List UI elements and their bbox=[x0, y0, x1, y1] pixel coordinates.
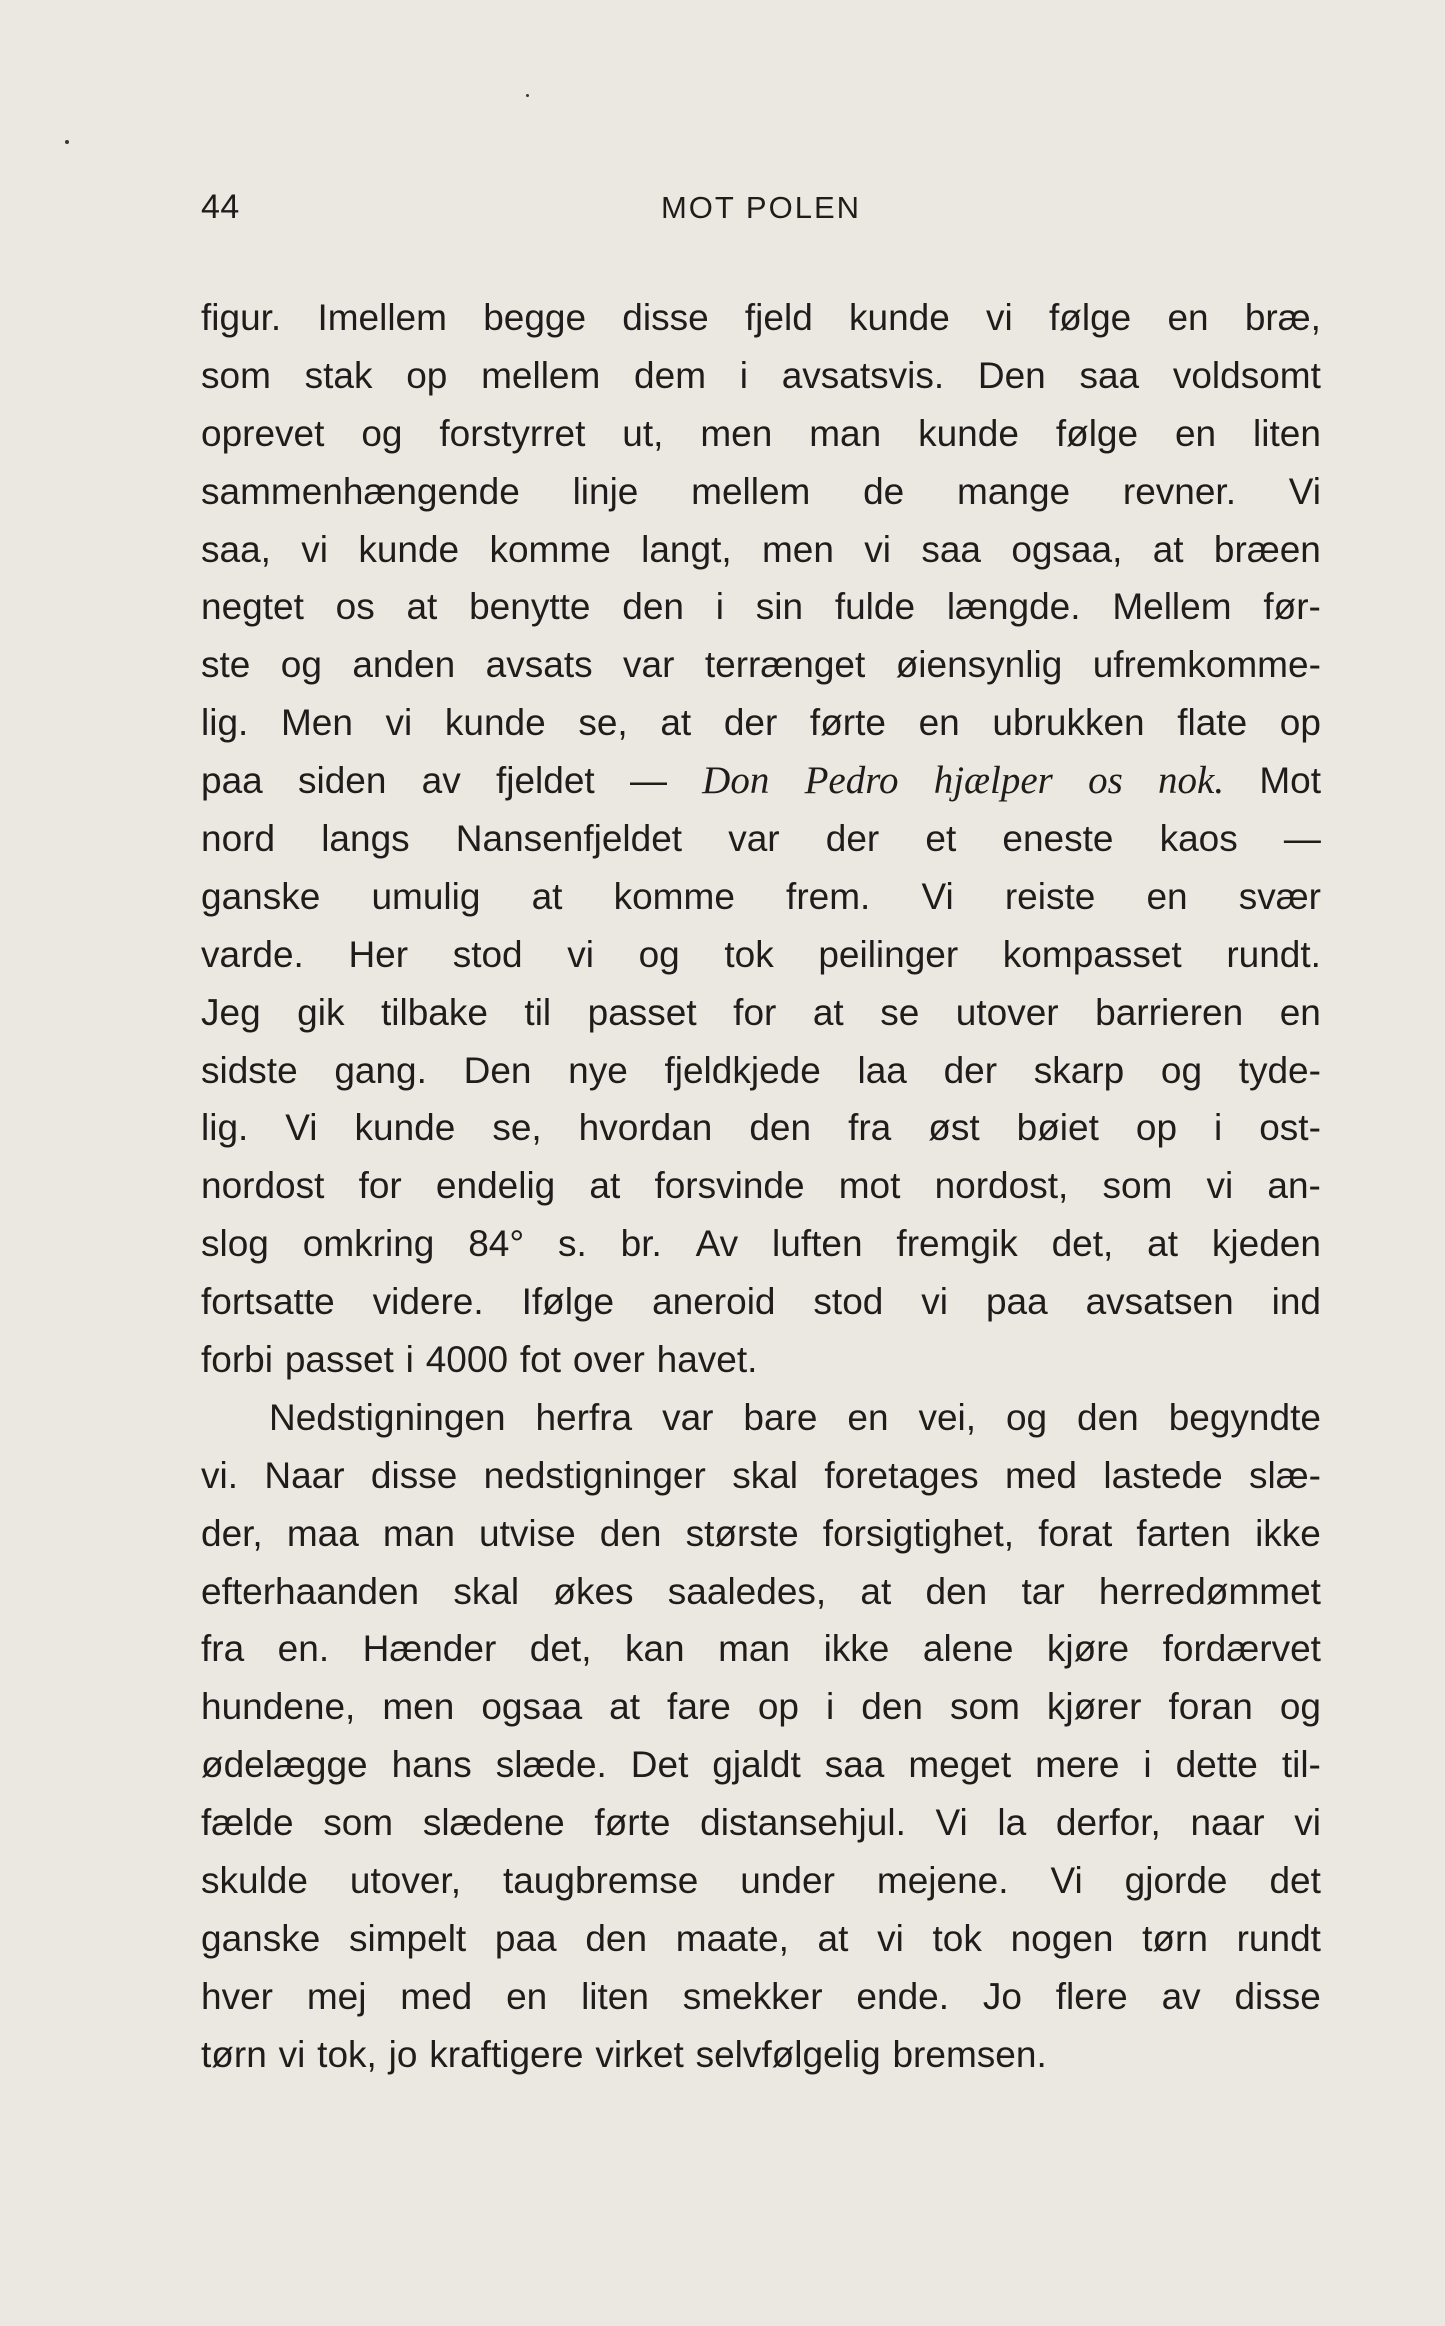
text-line: tørn vi tok, jo kraftigere virket selvfølgelig bremsen. bbox=[201, 2033, 1047, 2075]
text-line: ste og anden avsats var terrænget øiensynlig ufremkomme- bbox=[201, 644, 1321, 686]
text-line: oprevet og forstyrret ut, men man kunde følge en liten bbox=[201, 412, 1321, 454]
text-line: nordost for endelig at forsvinde mot nordost, som vi an- bbox=[201, 1165, 1321, 1207]
text-line: fortsatte videre. Ifølge aneroid stod vi paa avsatsen ind bbox=[201, 1281, 1321, 1323]
text-line: ødelægge hans slæde. Det gjaldt saa meget mere i dette til- bbox=[201, 1744, 1321, 1786]
text-line: negtet os at benytte den i sin fulde længde. Mellem før- bbox=[201, 586, 1321, 628]
text-line: skulde utover, taugbremse under mejene. Vi gjorde det bbox=[201, 1860, 1321, 1902]
text-line: sammenhængende linje mellem de mange revner. Vi bbox=[201, 470, 1321, 512]
text-line: vi. Naar disse nedstigninger skal foretages med lastede slæ- bbox=[201, 1454, 1321, 1496]
text-line: saa, vi kunde komme langt, men vi saa ogsaa, at bræen bbox=[201, 528, 1321, 570]
body-text bbox=[201, 289, 1321, 2084]
text-line: ganske simpelt paa den maate, at vi tok nogen tørn rundt bbox=[201, 1917, 1321, 1959]
text-line: der, maa man utvise den største forsigtighet, forat farten ikke bbox=[201, 1512, 1321, 1554]
text-line: figur. Imellem begge disse fjeld kunde vi følge en bræ, bbox=[201, 297, 1321, 338]
page-number: 44 bbox=[201, 188, 240, 226]
text-line: ganske umulig at komme frem. Vi reiste en svær bbox=[201, 875, 1321, 917]
text-line: slog omkring 84° s. br. Av luften fremgik det, at kjeden bbox=[201, 1223, 1321, 1265]
text-line: Jeg gik tilbake til passet for at se utover barrieren en bbox=[201, 991, 1321, 1033]
paper-speck bbox=[526, 94, 529, 97]
text-line: lig. Men vi kunde se, at der førte en ubrukken flate op bbox=[201, 702, 1321, 744]
text-line: paa siden av fjeldet — Don Pedro hjælper os nok. Mot bbox=[201, 759, 1321, 803]
paragraph bbox=[201, 1389, 1321, 2084]
running-title: MOT POLEN bbox=[660, 190, 862, 225]
page-header bbox=[201, 188, 1321, 238]
text-line: efterhaanden skal økes saaledes, at den tar herredømmet bbox=[201, 1570, 1321, 1612]
text-line: nord langs Nansenfjeldet var der et eneste kaos — bbox=[201, 818, 1321, 860]
text-line: som stak op mellem dem i avsatsvis. Den saa voldsomt bbox=[201, 354, 1321, 396]
text-line: fælde som slædene førte distansehjul. Vi la derfor, naar vi bbox=[201, 1802, 1321, 1844]
text-line: Nedstigningen herfra var bare en vei, og den begyndte bbox=[269, 1396, 1321, 1438]
text-line: forbi passet i 4000 fot over havet. bbox=[201, 1339, 758, 1381]
text-line: sidste gang. Den nye fjeldkjede laa der skarp og tyde- bbox=[201, 1049, 1321, 1091]
text-line: varde. Her stod vi og tok peilinger kompasset rundt. bbox=[201, 933, 1321, 975]
text-line: hver mej med en liten smekker ende. Jo flere av disse bbox=[201, 1975, 1321, 2017]
text-line: lig. Vi kunde se, hvordan den fra øst bøiet op i ost- bbox=[201, 1107, 1321, 1149]
text-line: fra en. Hænder det, kan man ikke alene kjøre fordærvet bbox=[201, 1628, 1321, 1670]
paper-speck bbox=[65, 140, 69, 144]
paragraph bbox=[201, 289, 1321, 1389]
text-line: hundene, men ogsaa at fare op i den som kjører foran og bbox=[201, 1686, 1321, 1728]
